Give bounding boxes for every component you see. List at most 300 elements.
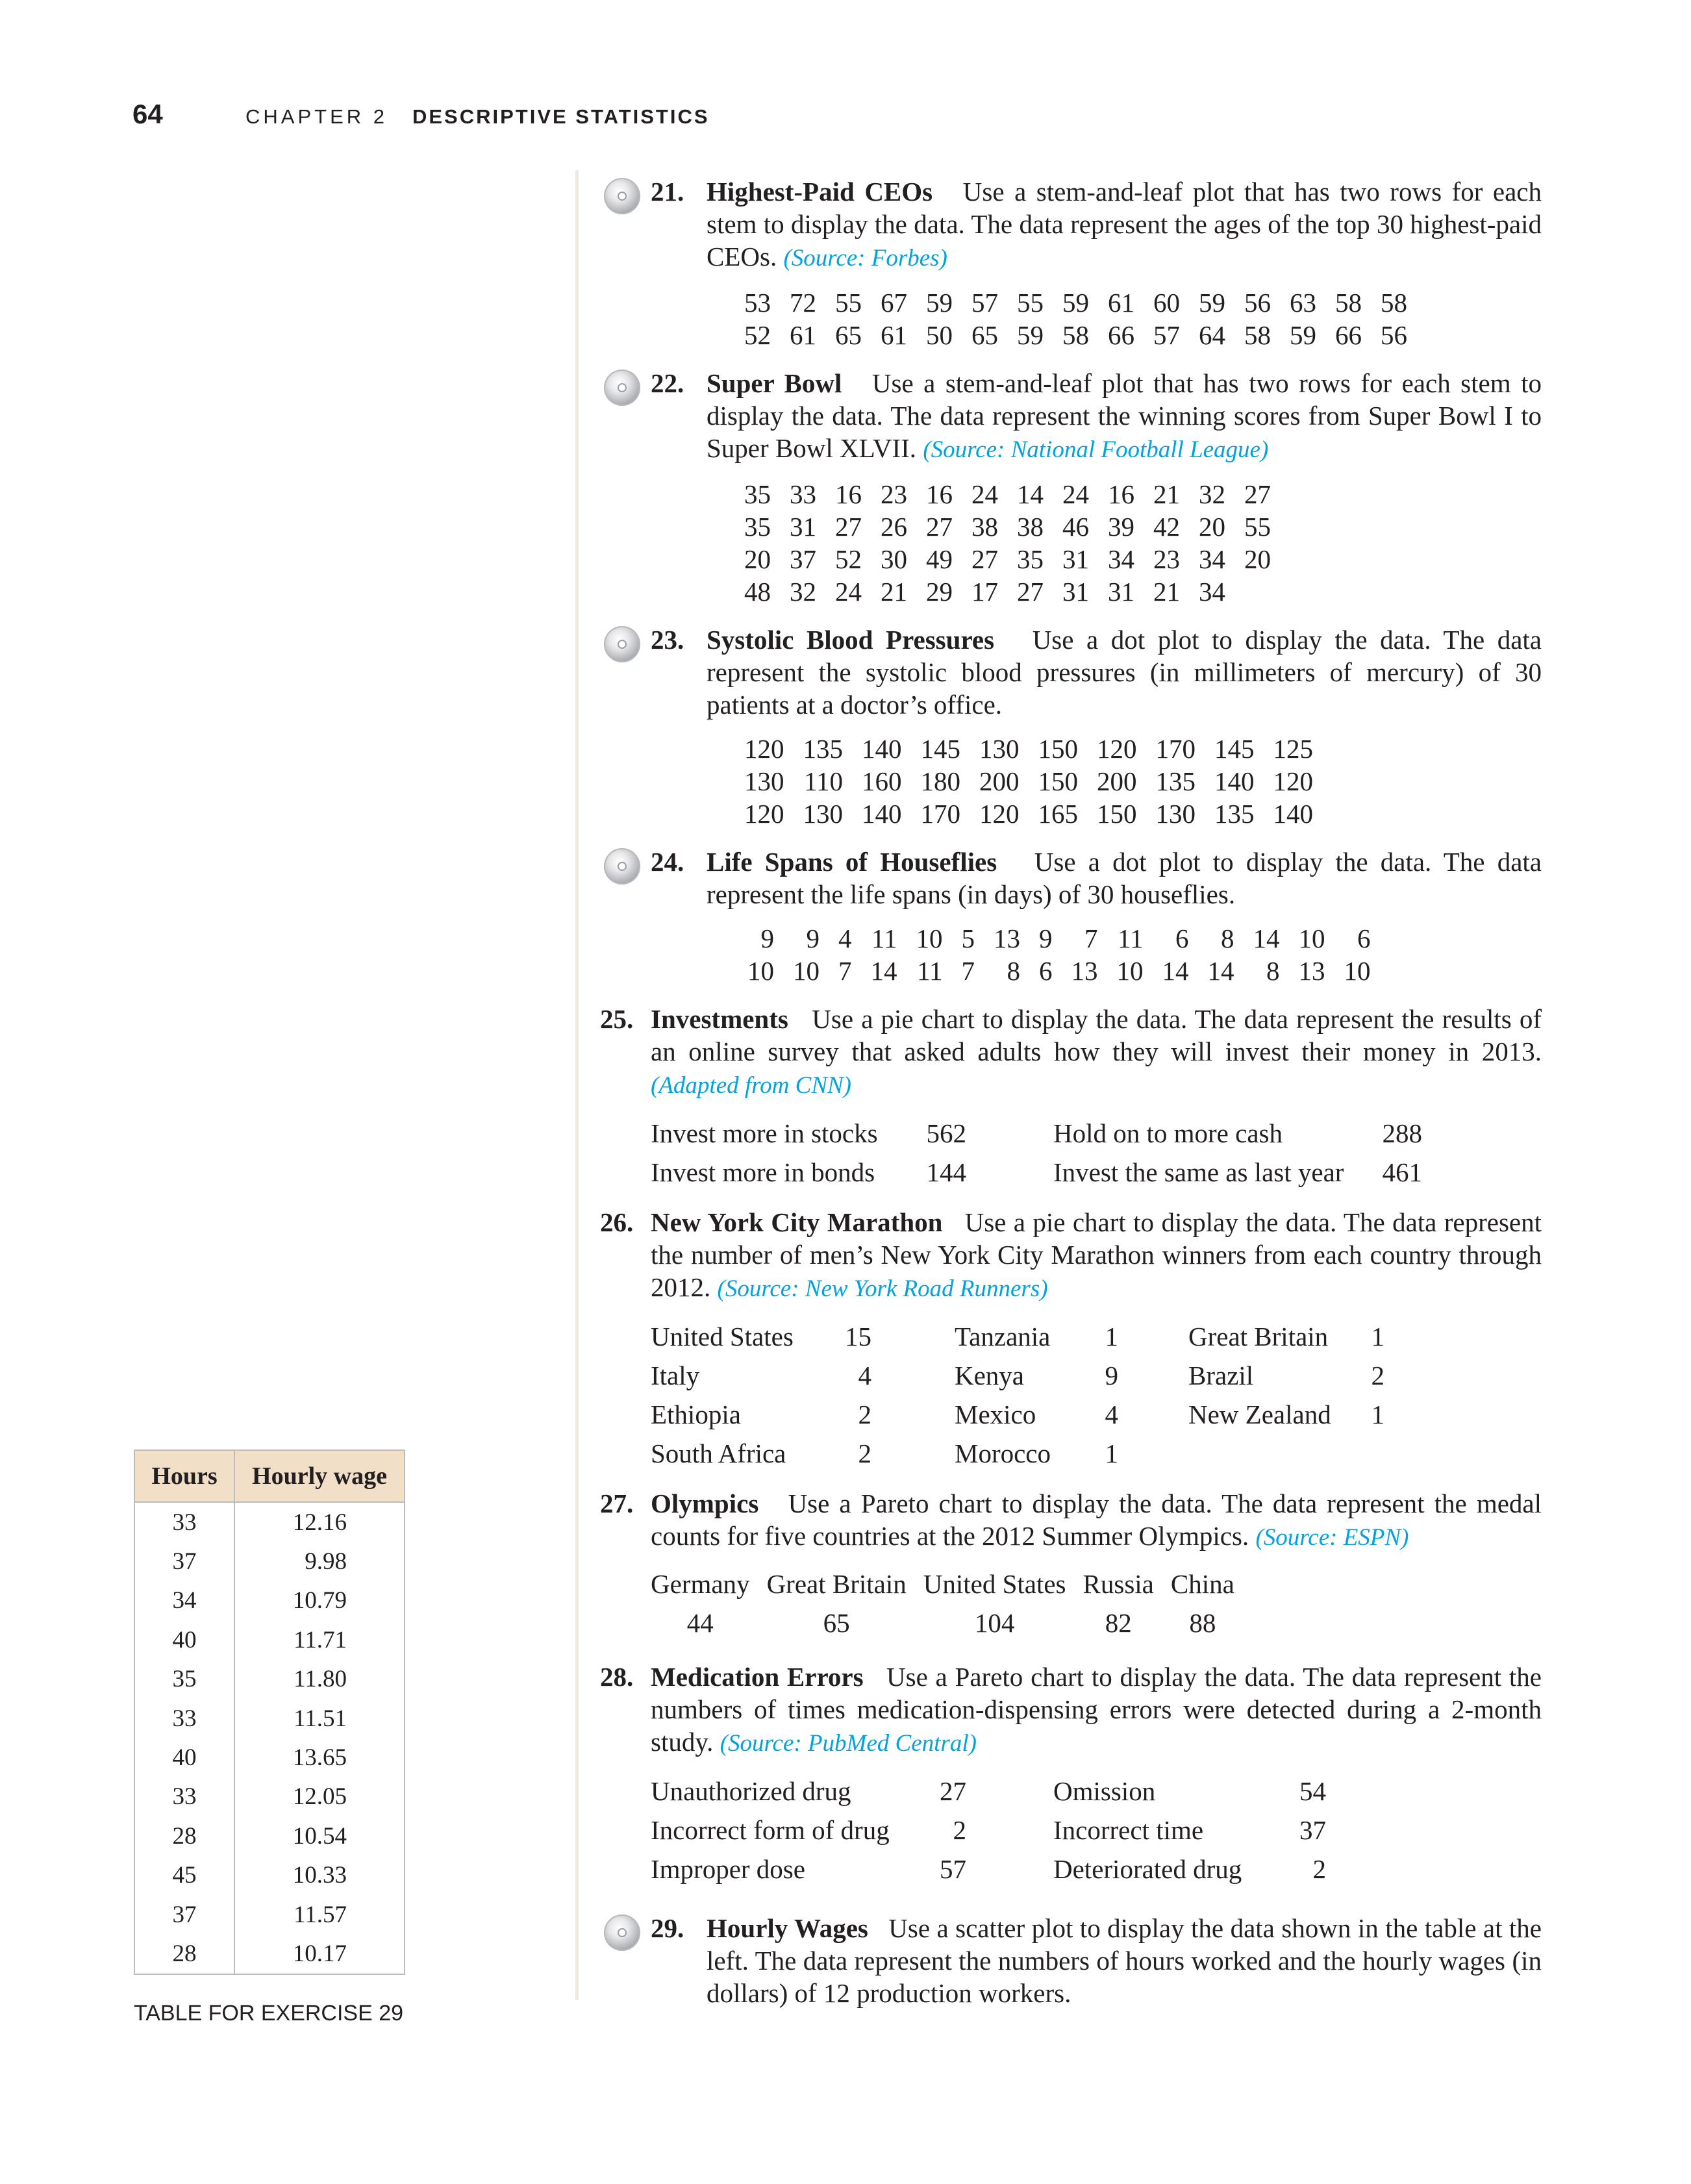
data-cell bbox=[1225, 575, 1271, 608]
item-label: United States bbox=[651, 1322, 794, 1351]
item-value: 37 bbox=[1299, 1815, 1326, 1845]
data-cell: 5 bbox=[961, 923, 975, 953]
data-cell: 59 bbox=[1290, 320, 1316, 350]
data-cell: 58 bbox=[1335, 288, 1362, 318]
data-cell: 165 bbox=[1038, 799, 1078, 829]
data-row bbox=[651, 1356, 1384, 1395]
exercise-source: (Source: PubMed Central) bbox=[720, 1730, 977, 1757]
wage-cell: 9.98 bbox=[234, 1542, 405, 1581]
data-cell: 170 bbox=[1155, 734, 1196, 764]
data-cell: 31 bbox=[790, 512, 816, 542]
data-cell: 200 bbox=[1097, 766, 1137, 796]
spacer bbox=[966, 1850, 1053, 1889]
data-row bbox=[744, 797, 1313, 830]
exercise-number: 23. bbox=[651, 625, 684, 655]
hours-cell: 33 bbox=[134, 1777, 234, 1816]
item-value: 57 bbox=[940, 1854, 966, 1884]
data-row bbox=[744, 733, 1313, 765]
wage-cell: 10.54 bbox=[234, 1816, 405, 1855]
wage-cell: 11.51 bbox=[234, 1699, 405, 1738]
wage-cell: 11.71 bbox=[234, 1620, 405, 1659]
exercise-title: Super Bowl bbox=[707, 368, 842, 398]
table-row bbox=[134, 1660, 405, 1699]
exercise-number: 28. bbox=[600, 1662, 634, 1692]
data-table bbox=[744, 733, 1313, 830]
item-label: Incorrect form of drug bbox=[651, 1815, 890, 1845]
exercise-27 bbox=[600, 1487, 1542, 1642]
data-row bbox=[651, 1395, 1384, 1434]
data-cell: 56 bbox=[1381, 320, 1407, 350]
cd-icon bbox=[604, 178, 640, 214]
wage-cell: 12.05 bbox=[234, 1777, 405, 1816]
item-value: 1 bbox=[1371, 1322, 1384, 1351]
item-value: 4 bbox=[858, 1361, 871, 1390]
data-row bbox=[744, 765, 1313, 797]
item-label: Brazil bbox=[1188, 1361, 1254, 1390]
data-cell: 11 bbox=[1118, 923, 1144, 953]
spacer bbox=[1188, 1434, 1369, 1473]
item-label: Invest more in bonds bbox=[651, 1157, 875, 1187]
column-header: Hourly wage bbox=[234, 1450, 405, 1502]
spacer bbox=[871, 1434, 955, 1473]
data-row bbox=[744, 922, 1371, 955]
exercise-title: New York City Marathon bbox=[651, 1207, 943, 1237]
data-cell: 52 bbox=[835, 544, 862, 574]
exercise-text: Use a dot plot to display the data. The data represent the life spans (in days) of 30 houseflies. bbox=[707, 847, 1542, 909]
data-cell: 7 bbox=[838, 956, 852, 986]
spacer bbox=[1118, 1395, 1188, 1434]
data-row bbox=[651, 1153, 1422, 1192]
data-cell: 110 bbox=[804, 766, 843, 796]
data-cell: 9 bbox=[760, 923, 774, 953]
exercise-text: Use a Pareto chart to display the data. The data represent the numbers of times medication-dispensing errors were detected during a 2-month study. bbox=[651, 1662, 1542, 1757]
item-label: Invest more in stocks bbox=[651, 1118, 878, 1148]
exercise-21 bbox=[600, 175, 1542, 351]
exercise-title: Olympics bbox=[651, 1488, 759, 1518]
data-table bbox=[651, 1114, 1422, 1192]
data-cell: 8 bbox=[1221, 923, 1234, 953]
item-label: Omission bbox=[1053, 1776, 1156, 1806]
data-cell: 49 bbox=[926, 544, 953, 574]
data-cell: 130 bbox=[979, 734, 1020, 764]
exercise-25 bbox=[600, 1003, 1542, 1192]
data-table bbox=[744, 286, 1407, 351]
data-cell: 55 bbox=[1244, 512, 1271, 542]
data-cell: 10 bbox=[1116, 956, 1144, 986]
data-cell: 32 bbox=[1199, 479, 1225, 509]
exercise-title: Systolic Blood Pressures bbox=[707, 625, 995, 655]
data-cell: 180 bbox=[920, 766, 960, 796]
data-cell: 72 bbox=[790, 288, 816, 318]
exercise-number: 22. bbox=[651, 368, 684, 398]
wage-cell: 12.16 bbox=[234, 1502, 405, 1542]
data-cell: 65 bbox=[835, 320, 862, 350]
country-label: United States bbox=[923, 1569, 1066, 1599]
exercise-title: Medication Errors bbox=[651, 1662, 864, 1692]
data-cell: 31 bbox=[1108, 577, 1134, 607]
data-cell: 34 bbox=[1108, 544, 1134, 574]
data-cell: 125 bbox=[1273, 734, 1313, 764]
data-cell: 9 bbox=[806, 923, 820, 953]
cd-icon bbox=[604, 848, 640, 885]
data-cell: 135 bbox=[1155, 766, 1196, 796]
spacer bbox=[966, 1153, 1053, 1192]
data-cell: 16 bbox=[1108, 479, 1134, 509]
data-cell: 7 bbox=[961, 956, 975, 986]
data-cell: 20 bbox=[744, 544, 771, 574]
data-cell: 150 bbox=[1038, 766, 1078, 796]
data-cell: 11 bbox=[871, 923, 897, 953]
data-cell: 57 bbox=[971, 288, 998, 318]
item-label: Kenya bbox=[955, 1361, 1025, 1390]
data-cell: 63 bbox=[1290, 288, 1316, 318]
data-row bbox=[651, 1811, 1326, 1850]
hours-cell: 40 bbox=[134, 1738, 234, 1777]
data-cell: 120 bbox=[1273, 766, 1313, 796]
medal-count: 65 bbox=[823, 1608, 850, 1638]
spacer bbox=[1118, 1434, 1188, 1473]
data-cell: 120 bbox=[979, 799, 1020, 829]
data-cell: 8 bbox=[1266, 956, 1280, 986]
data-cell: 14 bbox=[1207, 956, 1234, 986]
data-cell: 27 bbox=[1017, 577, 1044, 607]
wage-cell: 10.79 bbox=[234, 1581, 405, 1620]
data-cell: 135 bbox=[803, 734, 843, 764]
data-row bbox=[744, 286, 1407, 319]
data-row bbox=[651, 1317, 1384, 1356]
data-cell: 140 bbox=[862, 799, 902, 829]
data-cell: 140 bbox=[862, 734, 902, 764]
spacer bbox=[966, 1772, 1053, 1811]
data-cell: 10 bbox=[747, 956, 774, 986]
data-cell: 20 bbox=[1244, 544, 1271, 574]
item-label: Unauthorized drug bbox=[651, 1776, 851, 1806]
column-header: Hours bbox=[134, 1450, 234, 1502]
exercise-number: 25. bbox=[600, 1004, 634, 1034]
data-cell: 26 bbox=[881, 512, 907, 542]
exercise-26 bbox=[600, 1206, 1542, 1473]
data-cell: 6 bbox=[1039, 956, 1053, 986]
data-cell: 160 bbox=[862, 766, 902, 796]
data-row bbox=[744, 478, 1271, 510]
table-row bbox=[134, 1738, 405, 1777]
table-row bbox=[134, 1934, 405, 1974]
hours-cell: 33 bbox=[134, 1502, 234, 1542]
data-cell: 56 bbox=[1244, 288, 1271, 318]
data-cell: 16 bbox=[926, 479, 953, 509]
item-label: Italy bbox=[651, 1361, 700, 1390]
side-table-panel bbox=[134, 1450, 405, 2026]
data-cell: 59 bbox=[1199, 288, 1225, 318]
item-value: 2 bbox=[1312, 1854, 1326, 1884]
data-row bbox=[651, 1850, 1326, 1889]
exercise-number: 21. bbox=[651, 177, 684, 207]
spacer bbox=[871, 1356, 955, 1395]
exercise-text: Use a stem-and-leaf plot that has two rows for each stem to display the data. The data represent the winning scores from Super Bowl I to Super Bowl XLVII. bbox=[707, 368, 1542, 463]
data-cell: 27 bbox=[971, 544, 998, 574]
data-cell: 31 bbox=[1062, 577, 1089, 607]
data-cell: 61 bbox=[1108, 288, 1134, 318]
table-row bbox=[134, 1856, 405, 1895]
table-row bbox=[134, 1777, 405, 1816]
exercise-source: (Source: New York Road Runners) bbox=[717, 1275, 1048, 1302]
table-row bbox=[134, 1816, 405, 1855]
data-row bbox=[651, 1434, 1384, 1473]
item-label: Tanzania bbox=[955, 1322, 1051, 1351]
exercise-source: (Source: Forbes) bbox=[783, 245, 947, 271]
item-value: 461 bbox=[1382, 1157, 1422, 1187]
spacer bbox=[966, 1811, 1053, 1850]
table-row bbox=[134, 1895, 405, 1934]
data-cell: 29 bbox=[926, 577, 953, 607]
data-row bbox=[651, 1772, 1326, 1811]
data-cell: 31 bbox=[1062, 544, 1089, 574]
data-cell: 64 bbox=[1199, 320, 1225, 350]
data-cell: 66 bbox=[1335, 320, 1362, 350]
exercise-number: 29. bbox=[651, 1913, 684, 1943]
table-caption: TABLE FOR EXERCISE 29 bbox=[134, 2000, 404, 2026]
data-cell: 65 bbox=[971, 320, 998, 350]
data-cell: 9 bbox=[1039, 923, 1053, 953]
data-row bbox=[651, 1114, 1422, 1153]
data-cell: 6 bbox=[1175, 923, 1189, 953]
data-cell: 58 bbox=[1062, 320, 1089, 350]
data-cell: 33 bbox=[790, 479, 816, 509]
data-cell: 6 bbox=[1357, 923, 1371, 953]
data-cell: 35 bbox=[744, 512, 771, 542]
data-cell: 13 bbox=[1071, 956, 1098, 986]
data-cell: 27 bbox=[926, 512, 953, 542]
item-value: 9 bbox=[1105, 1361, 1118, 1390]
data-row bbox=[651, 1603, 1251, 1642]
hourly-wage-table bbox=[134, 1450, 405, 1975]
item-label: Invest the same as last year bbox=[1053, 1157, 1344, 1187]
data-cell: 21 bbox=[881, 577, 907, 607]
data-cell: 46 bbox=[1062, 512, 1089, 542]
cd-icon bbox=[604, 370, 640, 406]
data-row bbox=[744, 955, 1371, 987]
data-row bbox=[744, 510, 1271, 543]
data-cell: 59 bbox=[926, 288, 953, 318]
data-cell: 59 bbox=[1062, 288, 1089, 318]
data-table bbox=[651, 1317, 1384, 1473]
data-cell: 13 bbox=[1298, 956, 1325, 986]
exercise-text: Use a stem-and-leaf plot that has two rows for each stem to display the data. The data represent the ages of the top 30 highest-paid CEOs. bbox=[707, 177, 1542, 271]
data-cell: 200 bbox=[979, 766, 1020, 796]
data-cell: 14 bbox=[1253, 923, 1280, 953]
hours-cell: 35 bbox=[134, 1660, 234, 1699]
item-label: Great Britain bbox=[1188, 1322, 1329, 1351]
data-cell: 10 bbox=[916, 923, 943, 953]
table-row bbox=[134, 1620, 405, 1659]
medal-count: 82 bbox=[1105, 1608, 1132, 1638]
data-cell: 61 bbox=[790, 320, 816, 350]
chapter-label: CHAPTER 2 bbox=[245, 105, 388, 128]
item-value: 2 bbox=[858, 1438, 871, 1468]
data-cell: 35 bbox=[1017, 544, 1044, 574]
data-cell: 20 bbox=[1199, 512, 1225, 542]
country-label: Great Britain bbox=[766, 1569, 907, 1599]
item-label: Hold on to more cash bbox=[1053, 1118, 1283, 1148]
data-cell: 21 bbox=[1153, 577, 1180, 607]
item-value: 15 bbox=[845, 1322, 871, 1351]
data-row bbox=[744, 543, 1271, 575]
item-label: Morocco bbox=[955, 1438, 1051, 1468]
data-cell: 30 bbox=[881, 544, 907, 574]
item-label: Deteriorated drug bbox=[1053, 1854, 1242, 1884]
data-cell: 66 bbox=[1108, 320, 1134, 350]
cd-icon bbox=[604, 1914, 640, 1951]
hours-cell: 40 bbox=[134, 1620, 234, 1659]
exercise-22 bbox=[600, 367, 1542, 608]
data-cell: 35 bbox=[744, 479, 771, 509]
medal-count: 104 bbox=[974, 1608, 1015, 1638]
data-cell: 14 bbox=[1162, 956, 1189, 986]
data-cell: 24 bbox=[971, 479, 998, 509]
data-cell: 34 bbox=[1199, 577, 1225, 607]
data-cell: 150 bbox=[1097, 799, 1137, 829]
data-cell: 55 bbox=[835, 288, 862, 318]
exercise-29 bbox=[600, 1912, 1542, 2009]
item-value: 288 bbox=[1382, 1118, 1422, 1148]
exercise-24 bbox=[600, 846, 1542, 987]
hours-cell: 37 bbox=[134, 1542, 234, 1581]
exercise-text: Use a dot plot to display the data. The data represent the systolic blood pressures (in millimeters of mercury) of 30 patients at a doctor’s office. bbox=[707, 625, 1542, 720]
data-cell: 32 bbox=[790, 577, 816, 607]
table-header-row bbox=[134, 1450, 405, 1502]
exercise-text: Use a Pareto chart to display the data. The data represent the medal counts for five countries at the 2012 Summer Olympics. bbox=[651, 1488, 1542, 1551]
data-cell: 67 bbox=[881, 288, 907, 318]
data-table bbox=[651, 1564, 1251, 1642]
item-label: New Zealand bbox=[1188, 1400, 1331, 1429]
data-cell: 17 bbox=[971, 577, 998, 607]
hours-cell: 33 bbox=[134, 1699, 234, 1738]
wage-cell: 11.57 bbox=[234, 1895, 405, 1934]
data-cell: 145 bbox=[1214, 734, 1255, 764]
exercise-28 bbox=[600, 1661, 1542, 1889]
exercise-number: 26. bbox=[600, 1207, 634, 1237]
exercise-source: (Source: ESPN) bbox=[1255, 1524, 1409, 1551]
data-row bbox=[744, 319, 1407, 351]
data-cell: 38 bbox=[1017, 512, 1044, 542]
data-cell: 59 bbox=[1017, 320, 1044, 350]
data-cell: 38 bbox=[971, 512, 998, 542]
data-cell: 58 bbox=[1244, 320, 1271, 350]
data-cell: 24 bbox=[1062, 479, 1089, 509]
item-value: 4 bbox=[1105, 1400, 1118, 1429]
data-row bbox=[744, 575, 1271, 608]
data-cell: 14 bbox=[1017, 479, 1044, 509]
cd-icon bbox=[604, 626, 640, 662]
table-row bbox=[134, 1581, 405, 1620]
wage-cell: 10.33 bbox=[234, 1856, 405, 1895]
medal-count: 88 bbox=[1189, 1608, 1216, 1638]
data-cell: 130 bbox=[1155, 799, 1196, 829]
hours-cell: 28 bbox=[134, 1934, 234, 1974]
item-value: 2 bbox=[858, 1400, 871, 1429]
spacer bbox=[1369, 1434, 1384, 1473]
country-label: China bbox=[1170, 1569, 1234, 1599]
data-cell: 24 bbox=[835, 577, 862, 607]
data-cell: 52 bbox=[744, 320, 771, 350]
item-label: Improper dose bbox=[651, 1854, 805, 1884]
item-value: 1 bbox=[1105, 1322, 1118, 1351]
data-cell: 170 bbox=[920, 799, 960, 829]
data-cell: 11 bbox=[917, 956, 943, 986]
exercise-title: Life Spans of Houseflies bbox=[707, 847, 997, 877]
spacer bbox=[871, 1317, 955, 1356]
data-cell: 57 bbox=[1153, 320, 1180, 350]
data-cell: 37 bbox=[790, 544, 816, 574]
data-cell: 27 bbox=[1244, 479, 1271, 509]
exercise-text: Use a scatter plot to display the data shown in the table at the left. The data represent the numbers of hours worked and the hourly wages (in dollars) of 12 production workers. bbox=[707, 1913, 1542, 2008]
country-label: Russia bbox=[1083, 1569, 1154, 1599]
column-divider bbox=[575, 170, 579, 2000]
exercise-number: 24. bbox=[651, 847, 684, 877]
wage-cell: 10.17 bbox=[234, 1934, 405, 1974]
data-cell: 10 bbox=[1298, 923, 1325, 953]
data-cell: 8 bbox=[1007, 956, 1020, 986]
data-cell: 4 bbox=[838, 923, 852, 953]
data-cell: 42 bbox=[1153, 512, 1180, 542]
data-cell: 60 bbox=[1153, 288, 1180, 318]
data-cell: 14 bbox=[870, 956, 897, 986]
data-cell: 150 bbox=[1038, 734, 1078, 764]
item-label: Ethiopia bbox=[651, 1400, 741, 1429]
data-cell: 23 bbox=[881, 479, 907, 509]
item-value: 562 bbox=[926, 1118, 966, 1148]
data-cell: 10 bbox=[793, 956, 820, 986]
exercise-text: Use a pie chart to display the data. The data represent the number of men’s New York City Marathon winners from each country through 2012. bbox=[651, 1207, 1542, 1302]
exercise-title: Highest-Paid CEOs bbox=[707, 177, 933, 207]
item-label: Mexico bbox=[955, 1400, 1036, 1429]
hours-cell: 37 bbox=[134, 1895, 234, 1934]
item-value: 2 bbox=[1371, 1361, 1384, 1390]
data-cell: 140 bbox=[1273, 799, 1313, 829]
table-row bbox=[134, 1542, 405, 1581]
data-row bbox=[651, 1564, 1251, 1603]
data-cell: 50 bbox=[926, 320, 953, 350]
wage-cell: 13.65 bbox=[234, 1738, 405, 1777]
data-table bbox=[651, 1772, 1326, 1889]
spacer bbox=[871, 1395, 955, 1434]
exercise-source: (Adapted from CNN) bbox=[651, 1072, 852, 1099]
data-table bbox=[744, 922, 1371, 987]
data-cell: 10 bbox=[1344, 956, 1371, 986]
item-label: South Africa bbox=[651, 1438, 786, 1468]
spacer bbox=[1118, 1317, 1188, 1356]
data-cell: 23 bbox=[1153, 544, 1180, 574]
exercise-title: Hourly Wages bbox=[707, 1913, 868, 1943]
exercise-text: Use a pie chart to display the data. The data represent the results of an online survey that asked adults how they will invest their money in 2013. bbox=[651, 1004, 1542, 1066]
data-cell: 120 bbox=[1097, 734, 1137, 764]
data-cell: 34 bbox=[1199, 544, 1225, 574]
item-value: 1 bbox=[1105, 1438, 1118, 1468]
item-label: Incorrect time bbox=[1053, 1815, 1204, 1845]
item-value: 1 bbox=[1371, 1400, 1384, 1429]
item-value: 2 bbox=[953, 1815, 966, 1845]
data-cell: 13 bbox=[994, 923, 1020, 953]
spacer bbox=[966, 1114, 1053, 1153]
item-value: 54 bbox=[1299, 1776, 1326, 1806]
data-cell: 48 bbox=[744, 577, 771, 607]
country-label: Germany bbox=[651, 1569, 750, 1599]
exercise-source: (Source: National Football League) bbox=[923, 436, 1269, 463]
table-row bbox=[134, 1699, 405, 1738]
hours-cell: 28 bbox=[134, 1816, 234, 1855]
item-value: 144 bbox=[926, 1157, 966, 1187]
data-cell: 16 bbox=[835, 479, 862, 509]
